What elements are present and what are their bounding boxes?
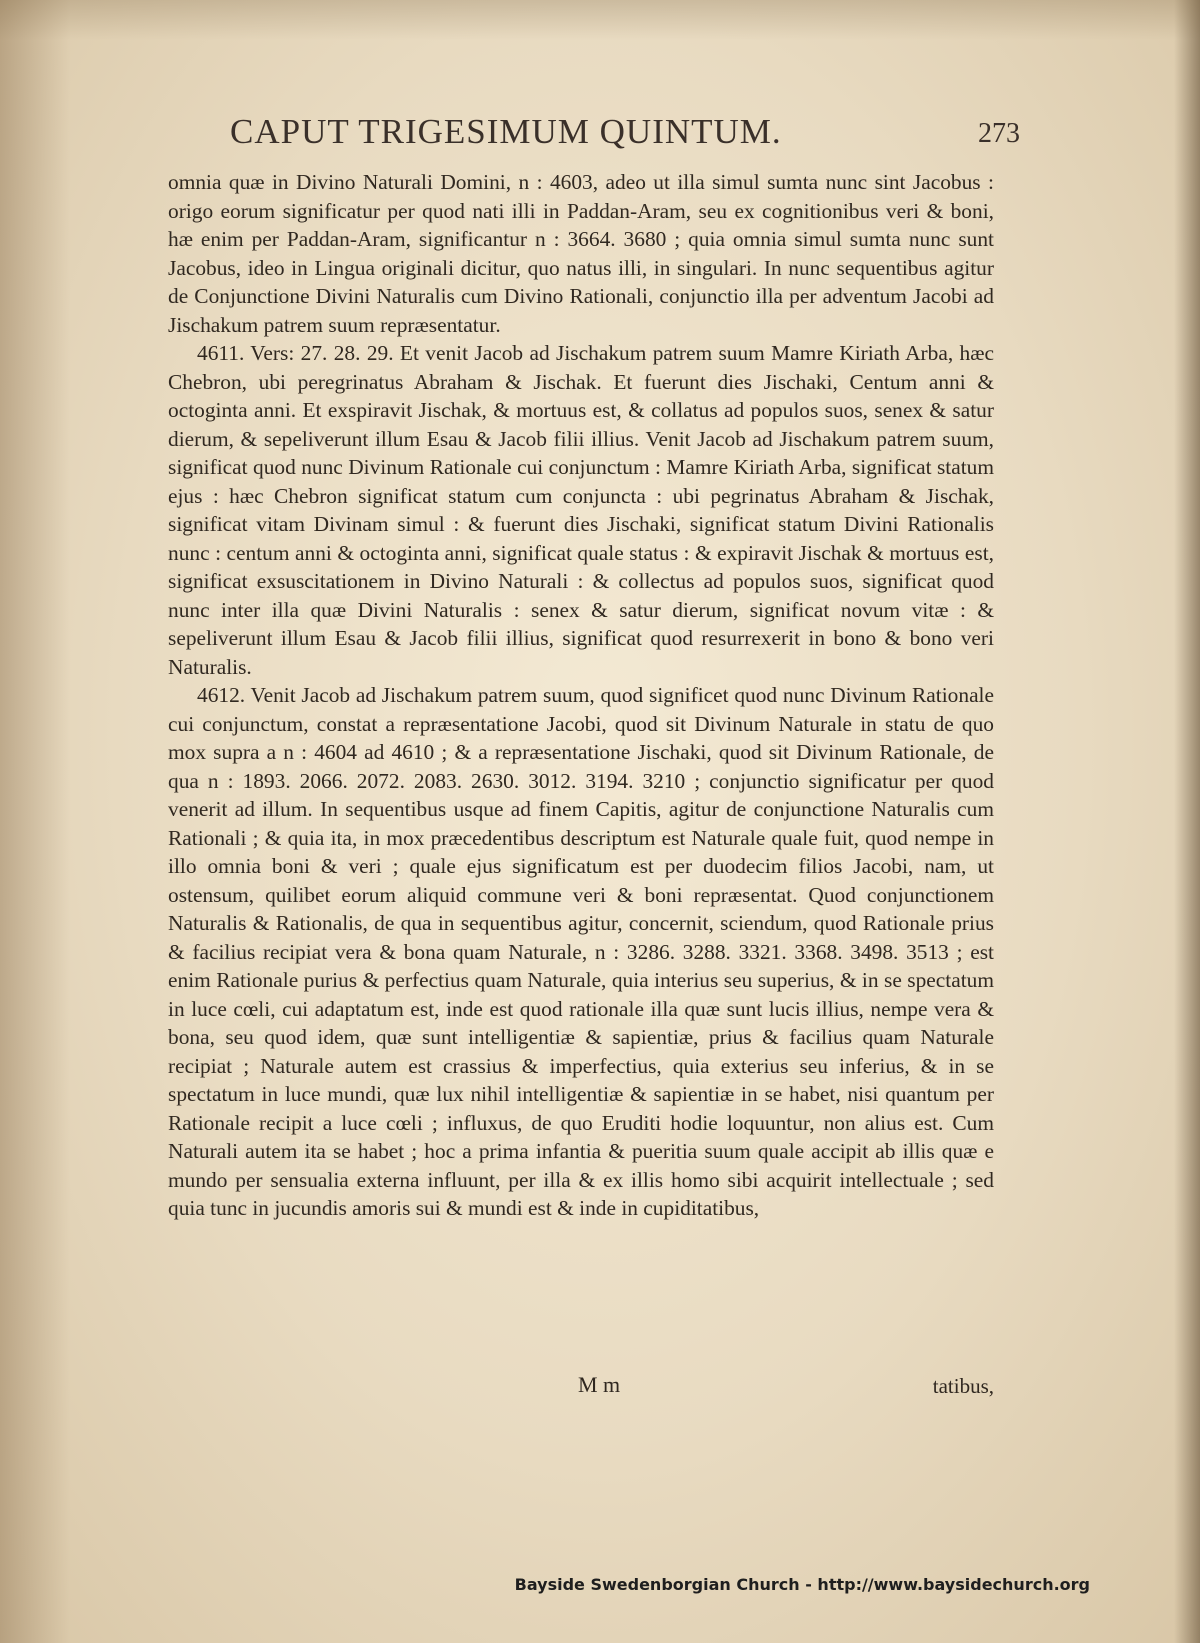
paragraph-4611: 4611. Vers: 27. 28. 29. Et venit Jacob ad Jischakum patrem suum Mamre Kiriath Arba, hæc Chebron, ubi peregrinatus Abraham & Jischak. Et fuerunt dies Jischaki, Centum anni & octoginta anni. Et exspiravit Jischak, & mortuus est, & collatus ad populos suos, senex & satur dierum, & sepeliverunt illum Esau & Jacob filii illius. Venit Jacob ad Jischakum patrem suum, significat quod nunc Divinum Rationale cui conjunctum : Mamre Kiriath Arba, significat statum ejus : hæc Chebron significat statum cum conjuncta : ubi pegrinatus Abraham & Jischak, significat vitam Divinam simul : & fuerunt dies Jischaki, significat statum Divini Rationalis nunc : centum anni & octoginta anni, significat quale status : & expiravit Jischak & mortuus est, significat exsuscitationem in Divino Naturali : & collectus ad populos suos, significat quod nunc inter illa quæ Divini Naturalis : senex & satur dierum, significat novum vitæ : & sepeliverunt illum Esau & Jacob filii illius, significat quod resurrexerit in bono & bono veri Naturalis.: [168, 341, 994, 679]
page-top-edge: [0, 0, 1200, 40]
spine-shadow: [0, 0, 70, 1643]
chapter-title: CAPUT TRIGESIMUM QUINTUM.: [230, 112, 782, 151]
paragraph-continuation: omnia quæ in Divino Naturali Domini, n : 4603, adeo ut illa simul sumta nunc sint Jacobus : origo eorum significatur per quod nati illi in Paddan-Aram, seu ex cognitionibus veri & boni, hæ enim per Paddan-Aram, significantur n : 3664. 3680 ; quia omnia simul sumta nunc sunt Jacobus, ideo in Lingua originali dicitur, quo natus illi, in singulari. In nunc sequentibus agitur de Conjunctione Divini Naturalis cum Divino Rationali, conjunctio illa per adventum Jacobi ad Jischakum patrem suum repræsentatur.: [168, 170, 994, 337]
watermark-text: Bayside Swedenborgian Church - http://www.baysidechurch.org: [514, 1575, 1090, 1594]
running-header: [230, 112, 1020, 162]
paragraph-4612: 4612. Venit Jacob ad Jischakum patrem suum, quod significet quod nunc Divinum Rationale cui conjunctum, constat a repræsentatione Jacobi, quod sit Divinum Naturale in statu de quo mox supra a n : 4604 ad 4610 ; & a repræsentatione Jischaki, quod sit Divinum Rationale, de qua n : 1893. 2066. 2072. 2083. 2630. 3012. 3194. 3210 ; conjunctio significatur per quod venerit ad illum. In sequentibus usque ad finem Capitis, agitur de conjunctione Naturalis cum Rationali ; & quia ita, in mox præcedentibus descriptum est Naturale quale fuit, quod nempe in illo omnia boni & veri ; quale ejus significatum est per duodecim filios Jacobi, nam, ut ostensum, quilibet eorum aliquid commune veri & boni repræsentat. Quod conjunctionem Naturalis & Rationalis, de qua in sequentibus agitur, concernit, sciendum, quod Rationale prius & facilius recipiat vera & bona quam Naturale, n : 3286. 3288. 3321. 3368. 3498. 3513 ; est enim Rationale purius & perfectius quam Naturale, quia interius seu superius, & in se spectatum in luce cœli, cui adaptatum est, inde est quod rationale illa quæ sunt lucis illius, nempe vera & bona, seu quod idem, quæ sunt intelligentiæ & sapientiæ, prius & facilius quam Naturale recipiat ; Naturale autem est crassius & imperfectius, quia exterius seu inferius, & in se spectatum in luce mundi, quæ lux nihil intelligentiæ & sapientiæ in se habet, nisi quantum per Rationale recipit a luce cœli ; influxus, de quo Eruditi hodie loquuntur, non alius est. Cum Naturali autem ita se habet ; hoc a prima infantia & pueritia suum quale accipit ab illis quæ e mundo per sensualia externa influunt, per illa & ex illis homo sibi acquirit intellectuale ; sed quia tunc in jucundis amoris sui & mundi est & inde in cupiditatibus,: [168, 683, 994, 1220]
catchword: tatibus,: [932, 1374, 994, 1398]
page-number: 273: [978, 118, 1020, 149]
signature-mark: M m: [578, 1372, 621, 1397]
body-text: [168, 168, 994, 1223]
page-edge: [1174, 0, 1200, 1643]
